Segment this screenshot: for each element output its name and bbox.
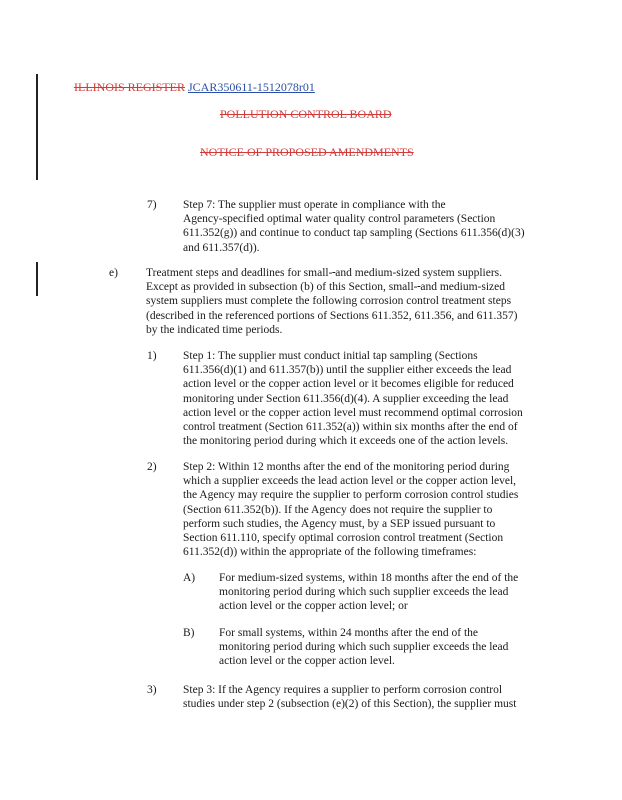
item-7-line: and 611.357(d)). — [183, 241, 260, 254]
text-run: Except as provided in subsection (b) of this Section, small- — [146, 281, 418, 294]
item-7-line: Agency-specified optimal water quality control parameters (Section — [183, 213, 496, 226]
sub-b-line: action level or the copper action level. — [219, 655, 395, 668]
step-2-line: the Agency may require the supplier to perform corrosion control studies — [183, 489, 519, 502]
step-1-line: action level or the copper action level or it becomes eligible for reduced — [183, 378, 514, 391]
step-3-line: studies under step 2 (subsection (e)(2) of this Section), the supplier must — [183, 698, 517, 711]
step-2-line: 611.352(d)) within the appropriate of the following timeframes: — [183, 546, 477, 559]
sub-b-line: For small systems, within 24 months after the end of the — [219, 627, 479, 639]
subsection-e-line: (described in the referenced portions of Sections 611.352, 611.356, and 611.357) — [146, 309, 518, 322]
step-3-paragraph — [183, 683, 516, 711]
register-deleted-text: ILLINOIS REGISTER — [74, 80, 185, 94]
step-2-line: (Section 611.352(b)). If the Agency does not require the supplier to — [183, 503, 493, 516]
text-run: and medium-sized — [420, 281, 505, 294]
step-1-line: 611.356(d)(1) and 611.357(b)) until the supplier either exceeds the lead — [183, 364, 512, 377]
sub-a-number: A) — [183, 572, 196, 584]
item-7-number: 7) — [147, 199, 157, 211]
step-1-number: 1) — [147, 350, 157, 362]
step-3-line: Step 3: If the Agency requires a supplier to perform corrosion control — [183, 684, 503, 696]
board-title: POLLUTION CONTROL BOARD — [220, 107, 392, 121]
item-7-line: 611.352(g)) and continue to conduct tap sampling (Sections 611.356(d)(3) — [183, 227, 525, 240]
step-1-line: the monitoring period during which it exceeds one of the action levels. — [183, 435, 509, 448]
sub-a-line: For medium-sized systems, within 18 months after the end of the — [219, 572, 519, 584]
subsection-e-paragraph — [146, 266, 517, 337]
text-run: Treatment steps and deadlines for small- — [146, 267, 333, 279]
sub-b-number: B) — [183, 627, 195, 639]
sub-a-paragraph — [219, 571, 518, 614]
step-2-line: perform such studies, the Agency must, by a SEP issued pursuant to — [183, 517, 496, 530]
item-7-paragraph — [183, 198, 525, 255]
item-7-line: Step 7: The supplier must operate in compliance with the — [183, 199, 446, 211]
step-1-line: monitoring under Section 611.356(d)(4). A supplier exceeding the lead — [183, 392, 509, 405]
subsection-e-number: e) — [109, 267, 118, 279]
step-1-line: action level or the copper action level must recommend optimal corrosion — [183, 406, 523, 419]
notice-title: NOTICE OF PROPOSED AMENDMENTS — [200, 145, 414, 159]
register-inserted-text: JCAR350611-1512078r01 — [188, 80, 315, 94]
subsection-e-line: by the indicated time periods. — [146, 323, 283, 336]
step-2-paragraph — [183, 460, 518, 559]
step-2-line: Step 2: Within 12 months after the end of the monitoring period during — [183, 461, 510, 473]
subsection-e-line — [146, 280, 517, 294]
subsection-e-line — [146, 266, 517, 280]
sub-b-line: monitoring period during which such supplier exceeds the lead — [219, 641, 509, 654]
sub-a-line: monitoring period during which such supplier exceeds the lead — [219, 586, 509, 599]
step-1-paragraph — [183, 349, 523, 448]
change-bar-header — [36, 74, 38, 180]
sub-b-paragraph — [219, 626, 508, 669]
subsection-e-line: system suppliers must complete the following corrosion control treatment steps — [146, 295, 512, 308]
step-1-line: control treatment (Section 611.352(a)) within six months after the end of — [183, 421, 518, 434]
register-header — [74, 80, 315, 95]
change-bar-subsection-e — [36, 262, 38, 296]
step-2-line: which a supplier exceeds the lead action level or the copper action level, — [183, 475, 517, 488]
step-1-line: Step 1: The supplier must conduct initial tap sampling (Sections — [183, 350, 478, 362]
step-2-number: 2) — [147, 461, 157, 473]
step-2-line: Section 611.110, specify optimal corrosion control treatment (Section — [183, 532, 504, 545]
text-run: and medium-sized system suppliers. — [335, 267, 503, 279]
sub-a-line: action level or the copper action level; or — [219, 600, 408, 613]
step-3-number: 3) — [147, 684, 157, 696]
